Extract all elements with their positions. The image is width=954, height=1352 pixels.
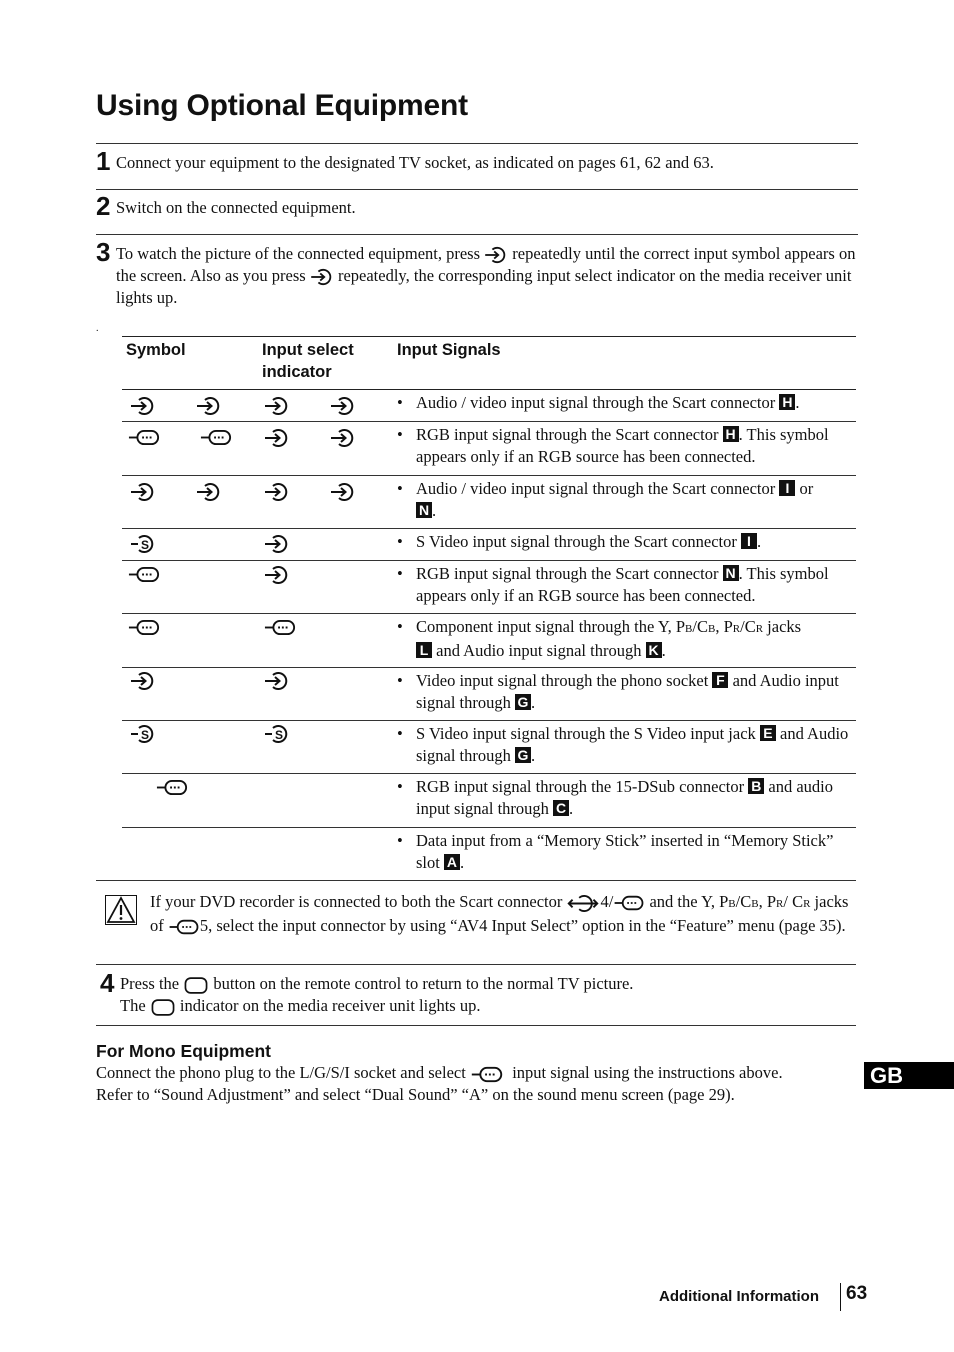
rgb-icon xyxy=(128,565,160,590)
row-description xyxy=(397,478,857,522)
caution-text-part: and the Y, P xyxy=(649,892,729,911)
indicator-icon xyxy=(330,482,356,508)
bullet: • xyxy=(397,393,403,412)
connector-label: G xyxy=(515,694,531,710)
step-text-part: To watch the picture of the connected equipment, press xyxy=(116,244,481,263)
row-description xyxy=(397,616,857,662)
caution-text-part: B xyxy=(751,898,759,910)
desc-text: S Video input signal through the Scart connector xyxy=(416,532,741,551)
input-icon xyxy=(130,671,156,697)
input-icon xyxy=(130,482,156,508)
step-number: 4 xyxy=(100,968,115,998)
desc-text: Component input signal through the Y, P xyxy=(416,617,686,636)
connector-label: I xyxy=(741,533,757,549)
caution-text-part: If your DVD recorder is connected to both the Scart connector xyxy=(150,892,563,911)
footer-divider xyxy=(840,1283,841,1311)
bullet: • xyxy=(397,479,403,498)
desc-text: B xyxy=(707,623,716,635)
bullet: • xyxy=(397,777,403,796)
caution-text-part: , P xyxy=(758,892,777,911)
indicator-icon xyxy=(330,396,356,422)
desc-text: R xyxy=(755,623,764,635)
caution-text-part: 4/ xyxy=(600,892,614,911)
row-description xyxy=(397,776,857,820)
desc-text: . xyxy=(531,693,536,712)
rgb-icon xyxy=(168,918,200,936)
step-number: 3 xyxy=(96,237,111,267)
row-description xyxy=(397,563,857,607)
desc-text: Video input signal through the phono socket xyxy=(416,671,713,690)
caution-note xyxy=(96,880,856,965)
caution-text xyxy=(150,891,856,937)
divider xyxy=(96,189,858,190)
caution-icon xyxy=(105,895,137,931)
bullet: • xyxy=(397,831,403,850)
desc-text: RGB input signal through the Scart connector xyxy=(416,564,723,583)
row-description xyxy=(397,670,857,714)
connector-label: H xyxy=(779,394,795,410)
caution-text-part: R xyxy=(803,898,811,910)
step-text-part: repeatedly, the corresponding input select indicator on the media receiver unit lights up. xyxy=(116,266,852,307)
desc-text: . xyxy=(756,532,762,551)
table-header xyxy=(122,336,856,390)
bullet: • xyxy=(397,425,403,444)
caution-text-part: B xyxy=(728,898,736,910)
rgb-icon xyxy=(156,778,188,803)
stray-mark: . xyxy=(96,323,99,334)
caution-text-part: 5, select the input connector by using “AV4 Input Select” option in the “Feature” menu (page 35). xyxy=(199,916,846,935)
step-text-part: The xyxy=(120,996,146,1015)
page-title: Using Optional Equipment xyxy=(96,89,468,122)
section-text-part: input signal using the instructions above. xyxy=(512,1063,783,1082)
divider xyxy=(96,143,858,144)
table-row xyxy=(122,828,856,880)
table-row xyxy=(122,390,856,422)
footer-section: Additional Information xyxy=(659,1288,819,1305)
indicator-s-video-icon xyxy=(264,724,290,750)
header-symbol: Symbol xyxy=(126,341,186,359)
indicator-icon xyxy=(264,396,290,422)
desc-text: B xyxy=(685,623,693,635)
desc-text: . This symbol appears only if an RGB source has been connected. xyxy=(416,564,829,605)
desc-text: . xyxy=(459,853,465,872)
step-3 xyxy=(96,237,858,309)
step-1 xyxy=(96,146,858,176)
desc-text: R xyxy=(732,623,741,635)
indicator-icon xyxy=(264,482,290,508)
desc-text: and Audio input signal through xyxy=(416,671,839,712)
desc-text: Audio / video input signal through the Scart connector xyxy=(416,479,780,498)
caution-text-part: jacks of xyxy=(150,892,849,935)
section-text-part: Connect the phono plug to the L/G/S/I socket and select xyxy=(96,1063,466,1082)
table-row xyxy=(122,721,856,774)
rgb-icon xyxy=(470,1065,504,1084)
indicator-icon xyxy=(264,534,290,560)
connector-label: N xyxy=(416,502,432,518)
desc-text: . xyxy=(432,501,437,520)
header-indicator: Input select indicator xyxy=(262,341,354,381)
caution-text-part: / C xyxy=(783,892,804,911)
desc-text: . xyxy=(795,393,800,412)
input-icon xyxy=(196,396,222,422)
desc-text: Audio / video input signal through the Scart connector xyxy=(416,393,780,412)
section-text-part: Refer to “Sound Adjustment” and select “Dual Sound” “A” on the sound menu screen (page 29). xyxy=(96,1085,735,1104)
caution-text-part: /C xyxy=(735,892,752,911)
rgb-icon xyxy=(128,428,160,453)
connector-label: A xyxy=(444,854,460,870)
connector-label: E xyxy=(760,725,776,741)
step-text: Switch on the connected equipment. xyxy=(116,198,356,217)
connector-label: N xyxy=(723,565,739,581)
indicator-icon xyxy=(264,565,290,591)
step-number: 2 xyxy=(96,191,111,221)
row-description xyxy=(397,531,857,553)
caution-text-part: R xyxy=(776,898,784,910)
step-2 xyxy=(96,191,858,221)
desc-text: /C xyxy=(740,617,756,636)
table-row xyxy=(122,561,856,614)
desc-text: . xyxy=(661,641,666,660)
desc-text: and Audio signal through xyxy=(416,724,849,765)
s-video-icon xyxy=(130,534,156,560)
indicator-icon xyxy=(264,428,290,454)
bullet: • xyxy=(397,671,403,690)
section-text xyxy=(96,1062,858,1106)
table-row xyxy=(122,422,856,476)
connector-label: I xyxy=(779,480,795,496)
indicator-rgb-icon xyxy=(264,618,296,643)
desc-text: and Audio input signal through xyxy=(432,641,646,660)
step-text-part: indicator on the media receiver unit lights up. xyxy=(179,996,481,1015)
desc-text: . xyxy=(569,799,574,818)
s-video-icon xyxy=(130,724,156,750)
row-description xyxy=(397,392,857,414)
desc-text: S Video input signal through the S Video input jack xyxy=(416,724,760,743)
indicator-icon xyxy=(330,428,356,454)
desc-text: /C xyxy=(692,617,708,636)
step-text-part: repeatedly until the correct input symbol appears on the screen. Also as you press xyxy=(116,244,856,285)
input-output-icon xyxy=(566,894,600,913)
table-row xyxy=(122,614,856,668)
step-text xyxy=(120,995,480,1017)
table-row xyxy=(122,668,856,721)
bullet: • xyxy=(397,564,403,583)
connector-label: C xyxy=(553,800,569,816)
input-select-icon xyxy=(484,246,508,264)
row-description xyxy=(397,424,857,468)
bullet: • xyxy=(397,724,403,743)
rgb-icon xyxy=(613,894,645,912)
page-number: 63 xyxy=(846,1283,868,1304)
input-icon xyxy=(196,482,222,508)
step-text-part: button on the remote control to return to the normal TV picture. xyxy=(213,974,634,993)
connector-label: G xyxy=(515,747,531,763)
desc-text: or xyxy=(795,479,814,498)
desc-text: . xyxy=(531,746,536,765)
bullet: • xyxy=(397,532,403,551)
table-row xyxy=(122,529,856,561)
step-text xyxy=(116,243,858,309)
step-text-part: Press the xyxy=(120,974,180,993)
header-signals: Input Signals xyxy=(397,341,501,359)
rgb-icon xyxy=(128,618,160,643)
indicator-icon xyxy=(264,671,290,697)
divider xyxy=(96,234,858,235)
desc-text: jacks xyxy=(763,617,802,636)
step-text xyxy=(120,973,633,995)
connector-label: F xyxy=(712,672,728,688)
desc-text: RGB input signal through the Scart connector xyxy=(416,425,723,444)
rgb-icon xyxy=(200,428,232,453)
tv-indicator-icon xyxy=(150,998,176,1017)
desc-text: , P xyxy=(715,617,733,636)
tv-button-icon xyxy=(183,976,209,995)
desc-text: and audio input signal through xyxy=(416,777,833,818)
table-row xyxy=(122,774,856,828)
step-text: Connect your equipment to the designated TV socket, as indicated on pages 61, 62 and 63. xyxy=(116,153,714,172)
desc-text: Data input from a “Memory Stick” inserted in “Memory Stick” slot xyxy=(416,831,834,872)
bullet: • xyxy=(397,617,403,636)
desc-text: . This symbol appears only if an RGB source has been connected. xyxy=(416,425,829,466)
step-number: 1 xyxy=(96,146,111,176)
row-description xyxy=(397,830,857,874)
connector-label: K xyxy=(646,642,662,658)
input-select-icon xyxy=(310,268,334,286)
language-tab: GB xyxy=(864,1062,954,1089)
connector-label: B xyxy=(748,778,764,794)
step-4 xyxy=(96,968,856,1026)
section-heading: For Mono Equipment xyxy=(96,1041,271,1061)
row-description xyxy=(397,723,857,767)
connector-label: H xyxy=(723,426,739,442)
table-row xyxy=(122,476,856,529)
connector-label: L xyxy=(416,642,432,658)
input-icon xyxy=(130,396,156,422)
desc-text: RGB input signal through the 15-DSub connector xyxy=(416,777,749,796)
